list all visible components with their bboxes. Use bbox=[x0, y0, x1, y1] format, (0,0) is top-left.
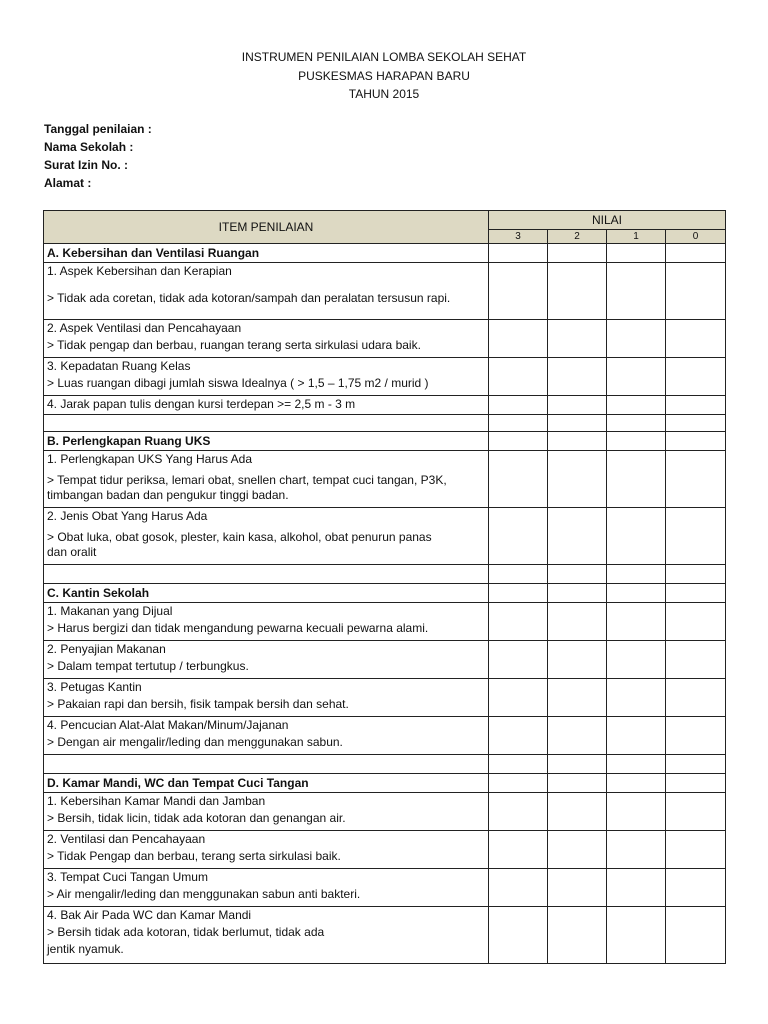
criterion-cell bbox=[44, 508, 489, 565]
score-cell[interactable] bbox=[666, 396, 726, 415]
section-title: A. Kebersihan dan Ventilasi Ruangan bbox=[44, 244, 489, 263]
blank-row bbox=[44, 415, 726, 432]
score-cell[interactable] bbox=[548, 869, 607, 907]
score-cell[interactable] bbox=[666, 244, 726, 263]
criterion-cell bbox=[44, 358, 489, 396]
score-cell[interactable] bbox=[607, 831, 666, 869]
document-header bbox=[0, 48, 768, 104]
score-cell[interactable] bbox=[666, 451, 726, 508]
score-cell[interactable] bbox=[548, 396, 607, 415]
info-fields bbox=[44, 120, 152, 192]
criterion-desc: > Harus bergizi dan tidak mengandung pewarna kecuali pewarna alami. bbox=[47, 621, 429, 635]
score-cell[interactable] bbox=[489, 717, 548, 755]
score-cell[interactable] bbox=[607, 641, 666, 679]
criterion-title: 4. Jarak papan tulis dengan kursi terdepan >= 2,5 m - 3 m bbox=[47, 397, 356, 411]
score-cell[interactable] bbox=[666, 774, 726, 793]
table-row bbox=[44, 869, 726, 907]
table-row bbox=[44, 263, 726, 320]
section-title: B. Perlengkapan Ruang UKS bbox=[44, 432, 489, 451]
criterion-title: 2. Jenis Obat Yang Harus Ada bbox=[47, 509, 208, 523]
blank-row bbox=[44, 565, 726, 584]
assessment-table bbox=[43, 210, 726, 964]
criterion-title: 2. Ventilasi dan Pencahayaan bbox=[47, 832, 206, 846]
table-row bbox=[44, 793, 726, 831]
table-row bbox=[44, 358, 726, 396]
table-row bbox=[44, 679, 726, 717]
criterion-desc: > Bersih, tidak licin, tidak ada kotoran dan genangan air. bbox=[47, 811, 346, 825]
criterion-cell bbox=[44, 263, 489, 320]
score-cell[interactable] bbox=[489, 641, 548, 679]
criterion-cell bbox=[44, 396, 489, 415]
score-cell[interactable] bbox=[607, 774, 666, 793]
criterion-title: 3. Petugas Kantin bbox=[47, 680, 142, 694]
score-cell[interactable] bbox=[548, 358, 607, 396]
table-row bbox=[44, 508, 726, 565]
criterion-cell bbox=[44, 717, 489, 755]
score-cell[interactable] bbox=[548, 603, 607, 641]
score-cell[interactable] bbox=[489, 320, 548, 358]
criterion-cell bbox=[44, 793, 489, 831]
score-cell[interactable] bbox=[548, 831, 607, 869]
alamat-label: Alamat : bbox=[44, 176, 92, 190]
score-cell[interactable] bbox=[666, 679, 726, 717]
table-row bbox=[44, 603, 726, 641]
nilai-header: NILAI bbox=[489, 211, 726, 230]
score-header-2: 2 bbox=[548, 230, 607, 244]
score-cell[interactable] bbox=[666, 793, 726, 831]
table-row bbox=[44, 831, 726, 869]
table-row bbox=[44, 907, 726, 964]
score-cell[interactable] bbox=[607, 263, 666, 320]
criterion-desc: > Bersih tidak ada kotoran, tidak berlumut, tidak ada bbox=[47, 925, 325, 939]
criterion-title: 4. Bak Air Pada WC dan Kamar Mandi bbox=[47, 908, 252, 922]
score-header-1: 1 bbox=[607, 230, 666, 244]
criterion-title: 3. Tempat Cuci Tangan Umum bbox=[47, 870, 208, 884]
score-cell[interactable] bbox=[607, 451, 666, 508]
criterion-cell bbox=[44, 831, 489, 869]
table-row bbox=[44, 717, 726, 755]
section-row bbox=[44, 244, 726, 263]
criterion-desc: > Tidak ada coretan, tidak ada kotoran/sampah dan peralatan tersusun rapi. bbox=[47, 291, 451, 305]
criterion-title: 1. Kebersihan Kamar Mandi dan Jamban bbox=[47, 794, 266, 808]
criterion-cell bbox=[44, 679, 489, 717]
score-header-3: 3 bbox=[489, 230, 548, 244]
score-cell[interactable] bbox=[489, 244, 548, 263]
score-cell[interactable] bbox=[548, 263, 607, 320]
score-cell[interactable] bbox=[607, 358, 666, 396]
score-cell[interactable] bbox=[666, 320, 726, 358]
table-row bbox=[44, 641, 726, 679]
criterion-desc: > Tidak pengap dan berbau, ruangan terang serta sirkulasi udara baik. bbox=[47, 338, 421, 352]
score-cell[interactable] bbox=[489, 263, 548, 320]
score-cell[interactable] bbox=[607, 508, 666, 565]
score-cell[interactable] bbox=[548, 451, 607, 508]
section-row bbox=[44, 432, 726, 451]
criterion-desc-cont: dan oralit bbox=[47, 545, 97, 559]
criterion-title: 2. Aspek Ventilasi dan Pencahayaan bbox=[47, 321, 242, 335]
score-cell[interactable] bbox=[548, 584, 607, 603]
score-header-0: 0 bbox=[666, 230, 726, 244]
criterion-title: 1. Makanan yang Dijual bbox=[47, 604, 173, 618]
score-cell[interactable] bbox=[548, 320, 607, 358]
score-cell[interactable] bbox=[489, 907, 548, 964]
criterion-desc-cont: jentik nyamuk. bbox=[47, 942, 124, 956]
score-cell[interactable] bbox=[548, 793, 607, 831]
score-cell[interactable] bbox=[607, 603, 666, 641]
score-cell[interactable] bbox=[489, 603, 548, 641]
score-cell[interactable] bbox=[548, 508, 607, 565]
score-cell[interactable] bbox=[489, 831, 548, 869]
score-cell[interactable] bbox=[666, 432, 726, 451]
score-cell[interactable] bbox=[489, 584, 548, 603]
score-cell[interactable] bbox=[489, 432, 548, 451]
criterion-desc: > Obat luka, obat gosok, plester, kain kasa, alkohol, obat penurun panas bbox=[47, 530, 432, 544]
score-cell[interactable] bbox=[489, 774, 548, 793]
score-cell[interactable] bbox=[548, 717, 607, 755]
score-cell[interactable] bbox=[548, 679, 607, 717]
header-year: TAHUN 2015 bbox=[348, 87, 420, 101]
criterion-title: 2. Penyajian Makanan bbox=[47, 642, 166, 656]
criterion-desc: > Air mengalir/leding dan menggunakan sabun anti bakteri. bbox=[47, 887, 361, 901]
surat-izin-label: Surat Izin No. : bbox=[44, 158, 128, 172]
score-cell[interactable] bbox=[666, 263, 726, 320]
criterion-cell bbox=[44, 907, 489, 964]
score-cell[interactable] bbox=[666, 603, 726, 641]
score-cell[interactable] bbox=[607, 907, 666, 964]
criterion-title: 1. Aspek Kebersihan dan Kerapian bbox=[47, 264, 232, 278]
score-cell[interactable] bbox=[489, 508, 548, 565]
score-cell[interactable] bbox=[489, 358, 548, 396]
section-title: D. Kamar Mandi, WC dan Tempat Cuci Tangan bbox=[44, 774, 489, 793]
section-title: C. Kantin Sekolah bbox=[44, 584, 489, 603]
score-cell[interactable] bbox=[666, 641, 726, 679]
criterion-desc: > Dengan air mengalir/leding dan menggunakan sabun. bbox=[47, 735, 343, 749]
blank-row bbox=[44, 755, 726, 774]
table-row bbox=[44, 320, 726, 358]
criterion-cell bbox=[44, 320, 489, 358]
table-row bbox=[44, 451, 726, 508]
score-cell[interactable] bbox=[548, 774, 607, 793]
score-cell[interactable] bbox=[607, 717, 666, 755]
score-cell[interactable] bbox=[548, 907, 607, 964]
score-cell[interactable] bbox=[607, 679, 666, 717]
criterion-title: 1. Perlengkapan UKS Yang Harus Ada bbox=[47, 452, 253, 466]
table-header-row bbox=[44, 211, 726, 230]
score-cell[interactable] bbox=[548, 244, 607, 263]
score-cell[interactable] bbox=[607, 869, 666, 907]
header-title: INSTRUMEN PENILAIAN LOMBA SEKOLAH SEHAT bbox=[241, 50, 527, 64]
score-cell[interactable] bbox=[607, 584, 666, 603]
score-cell[interactable] bbox=[489, 396, 548, 415]
criterion-cell bbox=[44, 603, 489, 641]
criterion-title: 4. Pencucian Alat-Alat Makan/Minum/Jajanan bbox=[47, 718, 289, 732]
score-cell[interactable] bbox=[666, 869, 726, 907]
score-cell[interactable] bbox=[607, 432, 666, 451]
score-cell[interactable] bbox=[489, 869, 548, 907]
section-row bbox=[44, 584, 726, 603]
criterion-desc: > Pakaian rapi dan bersih, fisik tampak bersih dan sehat. bbox=[47, 697, 349, 711]
score-cell[interactable] bbox=[666, 508, 726, 565]
criterion-cell bbox=[44, 451, 489, 508]
criterion-title: 3. Kepadatan Ruang Kelas bbox=[47, 359, 191, 373]
score-cell[interactable] bbox=[489, 679, 548, 717]
criterion-cell bbox=[44, 641, 489, 679]
score-cell[interactable] bbox=[607, 396, 666, 415]
score-cell[interactable] bbox=[666, 907, 726, 964]
criterion-cell bbox=[44, 869, 489, 907]
criterion-desc-cont: timbangan badan dan pengukur tinggi badan. bbox=[47, 488, 289, 502]
section-row bbox=[44, 774, 726, 793]
score-cell[interactable] bbox=[666, 584, 726, 603]
score-cell[interactable] bbox=[666, 717, 726, 755]
score-cell[interactable] bbox=[489, 451, 548, 508]
table-row bbox=[44, 396, 726, 415]
criterion-desc: > Dalam tempat tertutup / terbungkus. bbox=[47, 659, 249, 673]
score-cell[interactable] bbox=[548, 641, 607, 679]
tanggal-label: Tanggal penilaian : bbox=[44, 122, 152, 136]
nama-sekolah-label: Nama Sekolah : bbox=[44, 140, 134, 154]
score-cell[interactable] bbox=[607, 320, 666, 358]
criterion-desc: > Tidak Pengap dan berbau, terang serta sirkulasi baik. bbox=[47, 849, 341, 863]
score-cell[interactable] bbox=[607, 244, 666, 263]
header-organization: PUSKESMAS HARAPAN BARU bbox=[298, 68, 470, 83]
item-header: ITEM PENILAIAN bbox=[44, 211, 489, 244]
score-cell[interactable] bbox=[666, 831, 726, 869]
criterion-desc: > Luas ruangan dibagi jumlah siswa Idealnya ( > 1,5 – 1,75 m2 / murid ) bbox=[47, 376, 429, 390]
score-cell[interactable] bbox=[666, 358, 726, 396]
score-cell[interactable] bbox=[548, 432, 607, 451]
criterion-desc: > Tempat tidur periksa, lemari obat, snellen chart, tempat cuci tangan, P3K, bbox=[47, 473, 447, 487]
score-cell[interactable] bbox=[489, 793, 548, 831]
score-cell[interactable] bbox=[607, 793, 666, 831]
